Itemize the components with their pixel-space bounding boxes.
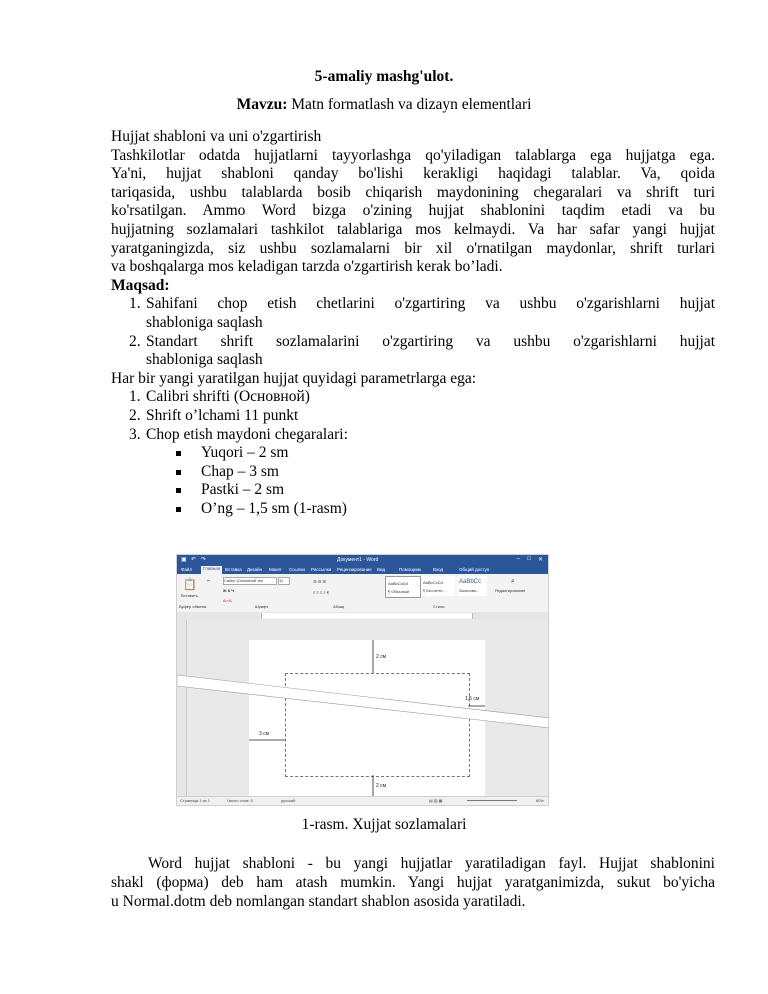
save-icon: ▣	[181, 557, 187, 563]
intro-line: yaratganingizda, siz ushbu sozlamalarni bir xil o'rnatilgan maydonlar, shrift turlari	[111, 239, 715, 257]
ribbon-home	[177, 574, 548, 613]
lesson-title	[0, 68, 768, 86]
document-canvas	[177, 620, 548, 800]
tab-signin: Вход	[433, 567, 444, 572]
maximize-icon: □	[527, 556, 531, 562]
view-icons: ▤ ▥ ▦	[429, 798, 443, 803]
right-margin-label: 1,5 см	[465, 696, 480, 702]
closing-line: shakl (форма) deb ham atash mumkin. Yangi hujjat yaratganimizda, sukut bo'yicha	[111, 874, 715, 891]
margin-item	[111, 500, 715, 519]
param-item	[111, 407, 715, 426]
param-item	[111, 388, 715, 407]
param-text: Calibri shrifti (Основной)	[146, 388, 310, 406]
goal-item-number: 1.	[129, 295, 141, 313]
intro-line: va boshqalarga mos keladigan tarzda o'zgartirish kerak bo’ladi.	[111, 258, 503, 276]
paste-icon: 📋	[183, 579, 197, 591]
param-text: Chop etish maydoni chegaralari:	[146, 425, 348, 443]
editing-label: Редактирование	[495, 588, 526, 593]
goal-item-text: shabloniga saqlash	[146, 351, 263, 369]
font-color-icon: A ▪ A	[223, 598, 232, 603]
margin-text: Chap – 3 sm	[201, 462, 279, 480]
page-break-cut	[177, 620, 549, 800]
params-lead: Har bir yangi yaratilgan hujjat quyidagi parametrlarga ega:	[111, 369, 477, 387]
param-number: 1.	[129, 388, 141, 406]
bullets-icon: ☰ ☰ ☰	[313, 579, 326, 584]
topic-label: Mavzu:	[236, 96, 288, 113]
intro-line: tariqasida, ushbu talablarda bosib chiqarish maydonining chegaralari va shrift turi	[111, 183, 715, 201]
goal-item	[111, 333, 715, 370]
tab-assistant: Помощник	[399, 567, 422, 572]
clipboard-group-label: Буфер обмена	[179, 604, 207, 609]
style-normal	[385, 576, 421, 598]
left-margin-label: 3 см	[259, 731, 270, 737]
square-bullet-icon	[176, 488, 181, 493]
tab-view: Вид	[377, 567, 386, 572]
tab-insert: Вставка	[225, 567, 242, 572]
intro-heading: Hujjat shabloni va uni o'zgartirish	[111, 128, 322, 145]
param-number: 3.	[129, 425, 141, 443]
tab-share: Общий доступ	[459, 567, 490, 572]
goal-item-text: shabloniga saqlash	[146, 313, 263, 331]
style-preview: AaBbCc	[459, 579, 482, 585]
close-icon: ✕	[537, 557, 543, 563]
goal-item	[111, 295, 715, 332]
ruler-scale	[261, 613, 473, 619]
square-bullet-icon	[176, 507, 181, 512]
margin-item	[111, 481, 715, 500]
tab-review: Рецензирование	[337, 567, 372, 572]
cut-icon: ✂	[207, 578, 211, 583]
closing-line: Word hujjat shabloni - bu yangi hujjatlar yaratiladigan fayl. Hujjat shablonini	[148, 855, 715, 872]
styles-group-label: Стили	[433, 604, 445, 609]
param-number: 2.	[129, 406, 141, 424]
intro-line: ko'rsatilgan. Ammo Word bizga o'zining hujjat shablonini taqdim etadi va bu	[111, 202, 715, 220]
font-group-label: Шрифт	[255, 604, 269, 609]
margin-item	[111, 444, 715, 463]
word-screenshot-figure	[176, 554, 549, 806]
font-name-box: Calibri (Основной тек	[223, 577, 277, 585]
lesson-title-text: 5-amaliy mashg'ulot.	[314, 68, 454, 85]
status-words: Число слов: 0	[227, 798, 253, 803]
style-name: Заголово...	[459, 588, 480, 593]
status-page: Страница 1 из 1	[180, 798, 210, 803]
margin-text: Pastki – 2 sm	[201, 481, 285, 499]
margin-text: Yuqori – 2 sm	[201, 444, 289, 462]
paste-label: Вставить	[181, 593, 198, 598]
align-icon: ≡ ≡ ≡ ≡ ¶	[313, 590, 329, 595]
margin-text: O’ng – 1,5 sm (1-rasm)	[201, 499, 347, 517]
topic-text: Matn formatlash va dizayn elementlari	[287, 96, 532, 113]
intro-line: Ya'ni, hujjat shabloni qanday bo'lishi kerakligi haqidagi talablar. Va, qoida	[111, 165, 715, 183]
tab-file: Файл	[181, 567, 193, 572]
status-language: русский	[281, 798, 296, 803]
top-margin-label: 2 см	[376, 654, 387, 660]
tab-references: Ссылки	[289, 567, 305, 572]
word-title-bar	[177, 555, 548, 565]
minimize-icon: –	[516, 556, 520, 562]
style-preview: AaBbCcDd	[388, 581, 408, 586]
font-size-box: 11	[278, 577, 290, 585]
zoom-slider	[467, 800, 517, 801]
bottom-margin-label: 2 см	[376, 783, 387, 789]
closing-paragraph	[111, 854, 715, 911]
figure-caption: 1-rasm. Xujjat sozlamalari	[301, 816, 467, 833]
horizontal-ruler	[177, 612, 548, 620]
goal-item-text: Standart shrift sozlamalarini o'zgartiring va ushbu o'zgarishlarni hujjat	[146, 332, 715, 350]
goal-label: Maqsad:	[111, 276, 170, 294]
topic-line	[0, 96, 768, 114]
tab-mailings: Рассылки	[311, 567, 332, 572]
goal-item-number: 2.	[129, 332, 141, 350]
bold-icon: Ж К Ч	[223, 588, 235, 593]
param-item	[111, 426, 715, 445]
square-bullet-icon	[176, 470, 181, 475]
closing-line: u Normal.dotm deb nomlangan standart shablon asosida yaratiladi.	[111, 893, 526, 910]
goal-item-text: Sahifani chop etish chetlarini o'zgartiring va ushbu o'zgarishlarni hujjat	[146, 295, 715, 313]
tab-home: Главная	[201, 566, 222, 574]
intro-line: Tashkilotlar odatda hujjatlarni tayyorlashga qo'yiladigan talablarga ega hujjatga ega.	[111, 146, 715, 164]
window-title: Документ1 - Word	[337, 557, 379, 563]
ribbon-tabs	[177, 565, 548, 574]
word-status-bar	[177, 796, 548, 805]
redo-icon: ↷	[201, 557, 207, 563]
undo-icon: ↶	[191, 557, 197, 563]
intro-line: hujjatning sozlamalari tashkilot talablariga mos kelmaydi. Va har safar yangi hujjat	[111, 220, 715, 238]
tab-design: Дизайн	[247, 567, 263, 572]
status-zoom: 60%	[535, 798, 544, 803]
style-no-spacing	[421, 576, 455, 596]
square-bullet-icon	[176, 451, 181, 456]
tab-layout: Макет	[269, 567, 282, 572]
margin-item	[111, 463, 715, 482]
find-icon: ⌕	[511, 578, 515, 585]
paragraph-group-label: Абзац	[333, 604, 345, 609]
param-text: Shrift o’lchami 11 punkt	[146, 406, 299, 424]
style-heading	[457, 576, 487, 596]
style-preview: AaBbCcDd	[423, 580, 443, 585]
intro-section	[111, 128, 715, 518]
style-name: ¶ Обычный	[388, 589, 409, 594]
style-name: ¶ Без инте...	[423, 588, 446, 593]
